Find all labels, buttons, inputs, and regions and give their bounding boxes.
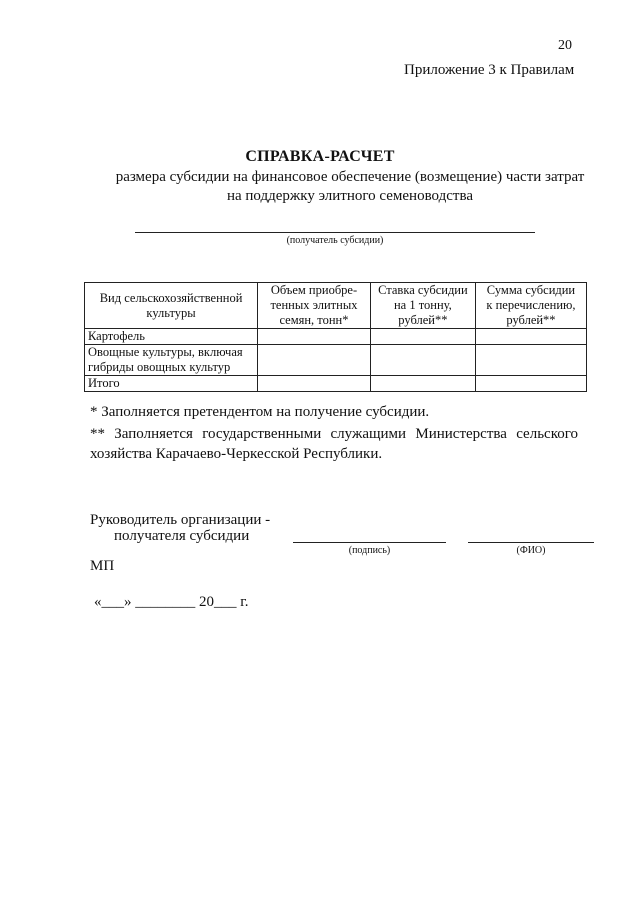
header-sum-line-3: рублей** xyxy=(506,313,556,327)
header-crop-line-1: Вид сельскохозяйственной xyxy=(99,290,243,305)
row-potato-label: Картофель xyxy=(85,329,258,345)
table-row-total xyxy=(85,376,587,392)
date-field: «___» ________ 20___ г. xyxy=(94,594,249,610)
table-header-row xyxy=(85,283,587,329)
cell-empty xyxy=(258,329,371,345)
signature-line xyxy=(293,542,446,543)
cell-empty xyxy=(475,376,586,392)
table-row xyxy=(85,329,587,345)
head-label-line-2: получателя субсидии xyxy=(114,528,250,544)
document-subtitle xyxy=(60,168,640,206)
header-volume xyxy=(258,283,371,329)
row-vegetables-line-2: гибриды овощных культур xyxy=(88,360,231,374)
header-crop xyxy=(85,283,258,329)
header-crop-line-2: культуры xyxy=(146,305,196,320)
cell-empty xyxy=(258,345,371,376)
header-volume-line-1: Объем приобре- xyxy=(270,283,358,297)
fio-line xyxy=(468,542,594,543)
cell-empty xyxy=(475,345,586,376)
header-rate-line-3: рублей** xyxy=(398,313,448,327)
footnote-2: ** Заполняется государственными служащими Министерства сельского хозяйства Карачаево-Черкесской Республики. xyxy=(90,426,578,462)
head-label-line-1: Руководитель организации - xyxy=(90,512,271,528)
header-rate-line-2: на 1 тонну, xyxy=(393,298,452,312)
subsidy-table xyxy=(84,282,587,392)
stamp-place-label: МП xyxy=(90,558,115,574)
cell-empty xyxy=(258,376,371,392)
table-row xyxy=(85,345,587,376)
header-rate xyxy=(370,283,475,329)
header-volume-line-2: тенных элитных xyxy=(270,298,358,312)
recipient-line xyxy=(135,232,535,233)
header-sum-line-1: Сумма субсидии xyxy=(486,283,576,297)
header-sum-line-2: к перечислению, xyxy=(486,298,576,312)
subtitle-line-2: на поддержку элитного семеноводства xyxy=(226,188,474,204)
row-vegetables-label xyxy=(85,345,258,376)
cell-empty xyxy=(475,329,586,345)
header-volume-line-3: семян, тонн* xyxy=(279,313,349,327)
row-total-label: Итого xyxy=(85,376,258,392)
footnote-1: * Заполняется претендентом на получение субсидии. xyxy=(90,404,430,420)
signature-caption: (подпись) xyxy=(348,545,391,556)
header-rate-line-1: Ставка субсидии xyxy=(378,283,468,297)
row-vegetables-line-1: Овощные культуры, включая xyxy=(88,345,243,359)
page-number: 20 xyxy=(558,38,572,53)
subtitle-line-1: размера субсидии на финансовое обеспечение (возмещение) части затрат xyxy=(115,169,585,185)
document-title: СПРАВКА-РАСЧЕТ xyxy=(245,148,395,165)
appendix-label: Приложение 3 к Правилам xyxy=(404,62,575,78)
fio-caption: (ФИО) xyxy=(516,545,546,556)
cell-empty xyxy=(370,376,475,392)
cell-empty xyxy=(370,345,475,376)
recipient-caption: (получатель субсидии) xyxy=(286,235,384,246)
header-sum xyxy=(475,283,586,329)
cell-empty xyxy=(370,329,475,345)
